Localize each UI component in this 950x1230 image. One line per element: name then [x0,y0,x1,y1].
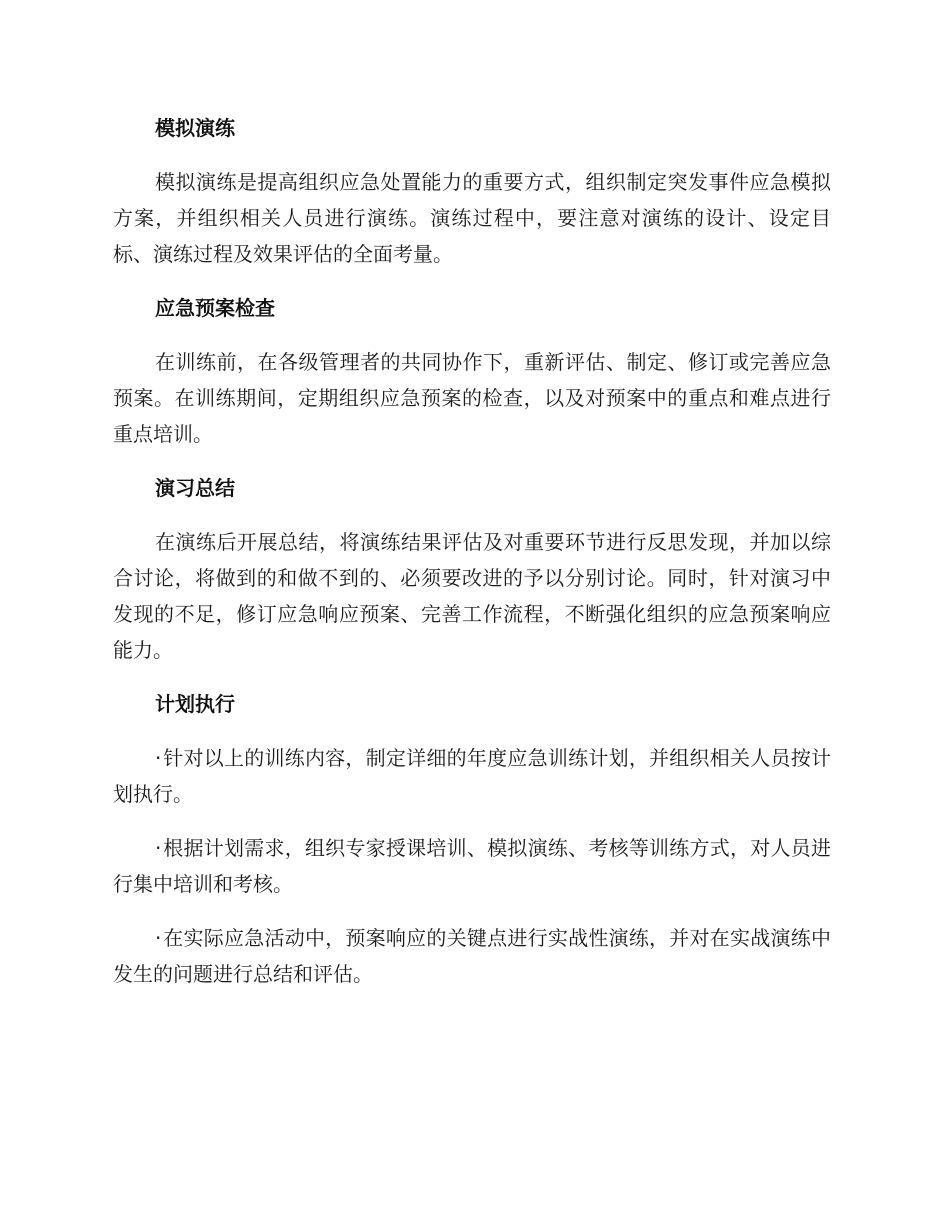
section-simulation-drill [113,110,831,272]
section-heading: 模拟演练 [155,116,235,140]
bullet-list [113,740,831,992]
document-body [113,110,831,1010]
list-item [113,740,831,812]
bullet-marker: · [155,926,162,950]
list-item-text: 针对以上的训练内容，制定详细的年度应急训练计划，并组织相关人员按计划执行。 [113,746,831,806]
bullet-marker: · [155,746,162,770]
bullet-marker: · [155,836,162,860]
section-plan-check [113,290,831,452]
section-heading: 应急预案检查 [155,296,275,320]
section-drill-summary [113,470,831,668]
section-heading: 演习总结 [155,476,235,500]
list-item-text: 在实际应急活动中，预案响应的关键点进行实战性演练，并对在实战演练中发生的问题进行总结和评估。 [113,926,831,986]
list-item [113,830,831,902]
section-paragraph: 在演练后开展总结，将演练结果评估及对重要环节进行反思发现，并加以综合讨论，将做到的和做不到的、必须要改进的予以分别讨论。同时，针对演习中发现的不足，修订应急响应预案、完善工作流程，不断强化组织的应急预案响应能力。 [113,530,831,662]
list-item-text: 根据计划需求，组织专家授课培训、模拟演练、考核等训练方式，对人员进行集中培训和考核。 [113,836,831,896]
section-paragraph: 模拟演练是提高组织应急处置能力的重要方式，组织制定突发事件应急模拟方案，并组织相关人员进行演练。演练过程中，要注意对演练的设计、设定目标、演练过程及效果评估的全面考量。 [113,170,831,266]
section-heading: 计划执行 [155,692,235,716]
list-item [113,920,831,992]
section-paragraph: 在训练前，在各级管理者的共同协作下，重新评估、制定、修订或完善应急预案。在训练期间，定期组织应急预案的检查，以及对预案中的重点和难点进行重点培训。 [113,350,831,446]
section-plan-execution [113,686,831,992]
